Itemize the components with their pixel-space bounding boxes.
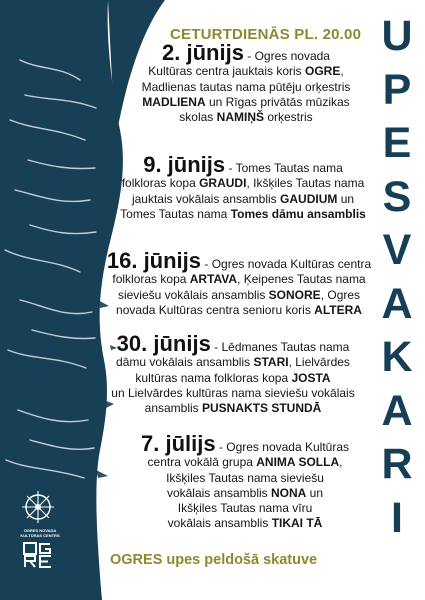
event-text: ,: [340, 64, 344, 79]
event-line: [116, 455, 374, 470]
event-line: [104, 288, 374, 303]
title-letter: E: [382, 119, 412, 167]
title-letter: P: [382, 65, 412, 114]
event-text: ansamblis: [144, 401, 202, 416]
performer-name: PUSNAKTS STUNDĀ: [202, 401, 322, 416]
event-line: [116, 516, 374, 531]
title-letter: K: [381, 333, 413, 381]
event-date: 2. jūnijs: [162, 40, 244, 65]
event-line: [118, 64, 374, 79]
event-line: [104, 250, 374, 272]
event-text: un Rīgas privātās mūzikas: [205, 94, 350, 109]
title-letter: A: [381, 279, 413, 328]
venue-footer: OGRES upes peldošā skatuve: [110, 552, 318, 568]
event-june-30: [92, 333, 374, 416]
event-line: [112, 176, 374, 191]
event-text: Kultūras centra jauktais koris: [148, 64, 306, 79]
event-text: orķestris: [264, 110, 313, 125]
event-june-2: [118, 42, 374, 125]
event-june-16: [104, 250, 374, 318]
event-text: - Tomes Tautas nama: [225, 161, 343, 175]
event-text: Madlienas tautas nama pūtēju orķestris: [141, 79, 351, 94]
event-text: vokālais ansamblis: [166, 485, 271, 500]
event-text: novada Kultūras centra senioru koris: [116, 302, 315, 317]
event-line: [118, 110, 374, 125]
event-line: [92, 386, 374, 401]
title-letter: S: [382, 172, 412, 221]
event-text: un Lielvārdes kultūras nama sieviešu vokālais: [111, 385, 355, 400]
event-text: - Ogres novada Kultūras: [215, 440, 349, 454]
title-letter: R: [381, 440, 413, 488]
ogre-wordmark-logo: [23, 542, 53, 568]
event-line: [92, 333, 374, 355]
event-text: un: [337, 191, 355, 206]
performer-name: STARI: [253, 355, 289, 370]
poster-title: [374, 10, 420, 545]
event-text: un: [306, 485, 324, 500]
performer-name: GRAUDI: [199, 176, 247, 191]
event-text: - Ogres novada Kultūras centra: [201, 257, 372, 271]
event-text: - Lēdmanes Tautas nama: [210, 340, 350, 354]
event-text: folkloras kopa: [121, 176, 200, 191]
event-text: , Lielvārdes: [288, 355, 350, 370]
event-line: [104, 272, 374, 287]
event-date: 30. jūnijs: [116, 331, 211, 356]
event-text: Ikšķiles Tautas nama vīru: [177, 501, 313, 516]
event-line: [104, 303, 374, 318]
event-text: jauktais vokālais ansamblis: [131, 191, 281, 206]
event-line: [92, 371, 374, 386]
event-line: [116, 471, 374, 486]
event-text: kultūras nama folkloras kopa: [135, 370, 292, 385]
event-text: dāmu vokālais ansamblis: [116, 355, 254, 370]
event-text: - Ogres novada: [243, 49, 330, 63]
event-line: [116, 501, 374, 516]
performer-name: NAMIŅŠ: [216, 110, 264, 125]
event-date: 9. jūnijs: [143, 152, 226, 177]
event-date: 7. jūlijs: [141, 431, 216, 456]
event-line: [116, 486, 374, 501]
performer-name: ALTERA: [314, 302, 362, 317]
event-text: sieviešu vokālais ansamblis: [117, 287, 269, 302]
event-line: [118, 42, 374, 64]
event-text: , Ikšķiles Tautas nama: [246, 176, 365, 191]
event-line: [116, 433, 374, 455]
event-text: , Ogres: [320, 287, 361, 302]
event-line: [112, 192, 374, 207]
event-line: [118, 80, 374, 95]
event-text: , Ķeipenes Tautas nama: [237, 272, 366, 287]
event-text: centra vokālā grupa: [147, 455, 257, 470]
event-text: skolas: [179, 110, 217, 125]
performer-name: JOSTA: [291, 370, 331, 385]
title-letter: I: [391, 493, 403, 542]
event-line: [92, 355, 374, 370]
event-text: ,: [339, 455, 343, 470]
performer-name: Tomes dāmu ansamblis: [230, 206, 366, 221]
event-date: 16. jūnijs: [106, 248, 202, 273]
performer-name: OGRE: [305, 64, 341, 79]
event-line: [112, 207, 374, 222]
event-line: [112, 154, 374, 176]
performer-name: ANIMA SOLLA: [256, 455, 340, 470]
performer-name: TIKAI TĀ: [271, 516, 323, 531]
title-letter: V: [382, 226, 412, 274]
event-june-9: [112, 154, 374, 222]
emblem-caption: OGRES NOVADA KULTŪRAS CENTRS: [20, 528, 60, 538]
title-letter: A: [381, 386, 413, 435]
schedule-header: CETURTDIENĀS PL. 20.00: [170, 26, 362, 43]
title-letter: U: [381, 12, 413, 60]
performer-name: MADLIENA: [142, 94, 206, 109]
event-line: [92, 401, 374, 416]
event-text: Tomes Tautas nama: [120, 206, 231, 221]
event-text: folkloras kopa: [112, 272, 190, 287]
event-text: Ikšķiles Tautas nama sieviešu: [166, 470, 324, 485]
performer-name: NONA: [271, 485, 307, 500]
cultural-centre-emblem-icon: [18, 487, 58, 527]
performer-name: ARTAVA: [189, 272, 238, 287]
event-text: vokālais ansamblis: [167, 516, 272, 531]
performer-name: GAUDIUM: [280, 191, 338, 206]
event-line: [118, 95, 374, 110]
performer-name: SONORE: [268, 287, 321, 302]
event-july-7: [116, 433, 374, 532]
